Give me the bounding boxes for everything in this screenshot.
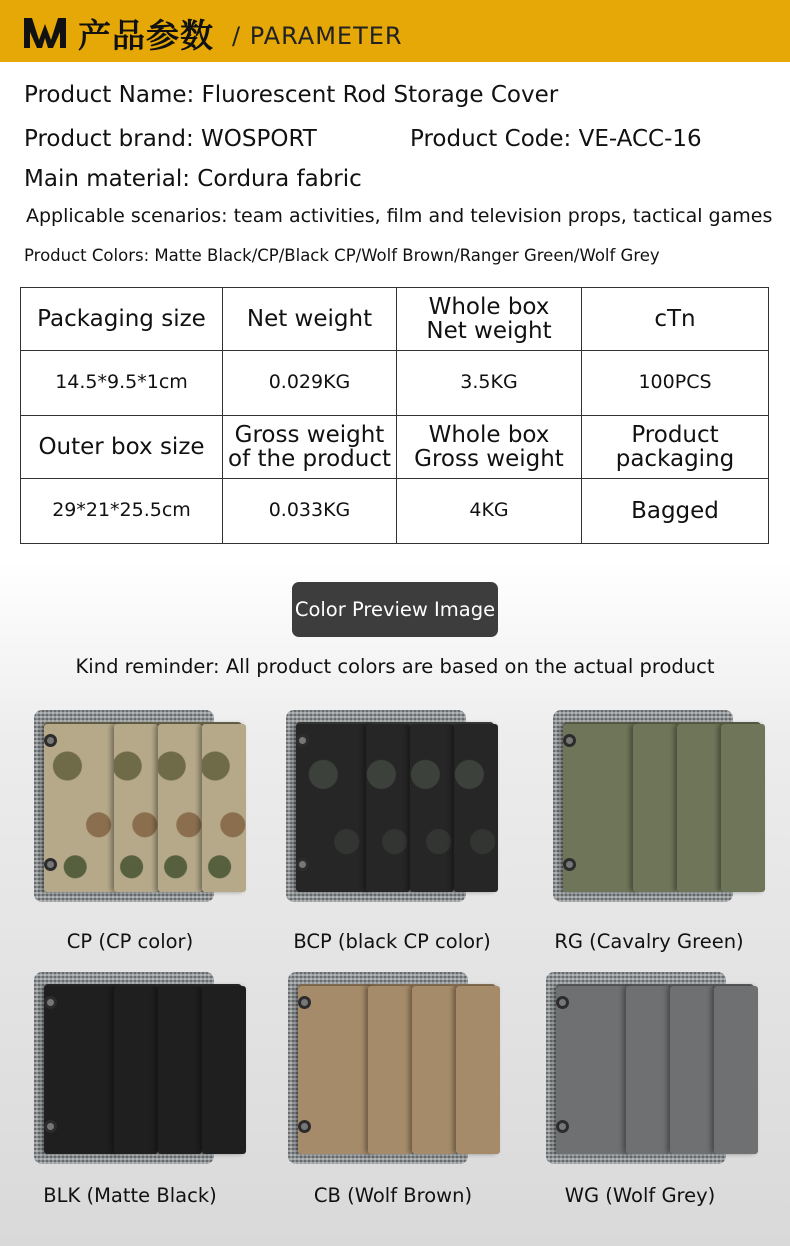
rod-pocket [202,724,246,892]
rod-pocket [677,724,721,892]
table-row [21,479,769,544]
swatch-caption: WG (Wolf Grey) [564,1184,716,1207]
table-cell: Whole box Net weight [397,288,582,351]
rod-pocket [410,724,454,892]
swatch-caption: BCP (black CP color) [293,930,491,953]
rod-pocket [202,986,246,1154]
rod-pocket [158,986,202,1154]
grommet-icon [563,858,576,871]
color-swatch-image [34,710,248,902]
product-scenarios: Applicable scenarios: team activities, film and television props, tactical games [26,205,773,227]
rod-pocket [454,724,498,892]
rod-pocket [366,724,410,892]
grommet-icon [298,996,311,1009]
table-cell: 0.033KG [223,479,397,544]
product-material: Main material: Cordura fabric [24,166,362,192]
product-brand: Product brand: WOSPORT [24,126,317,152]
rod-pocket [670,986,714,1154]
grommet-icon [44,996,57,1009]
color-preview-button: Color Preview Image [292,582,498,637]
table-cell: 3.5KG [397,351,582,416]
grommet-icon [556,1120,569,1133]
header-title-cn: 产品参数 [78,16,214,55]
rod-pocket [714,986,758,1154]
grommet-icon [296,858,309,871]
grommet-icon [556,996,569,1009]
grommet-icon [296,734,309,747]
product-code: Product Code: VE-ACC-16 [410,126,702,152]
grommet-icon [298,1120,311,1133]
parameter-table [20,287,769,544]
color-swatch-image [553,710,767,902]
product-name: Product Name: Fluorescent Rod Storage Cover [24,82,559,108]
swatch-caption: CP (CP color) [66,930,194,953]
rod-pocket [412,986,456,1154]
color-swatch-image [546,972,760,1164]
rod-pocket [721,724,765,892]
grommet-icon [44,858,57,871]
rod-pocket [456,986,500,1154]
rod-pocket [368,986,412,1154]
table-cell: Net weight [223,288,397,351]
color-swatch-image [34,972,248,1164]
table-cell: 0.029KG [223,351,397,416]
table-row [21,351,769,416]
header-title-en: / PARAMETER [232,22,403,50]
rod-pocket [158,724,202,892]
wosport-w-logo-icon [22,14,68,52]
grommet-icon [563,734,576,747]
table-cell: Product packaging [582,416,769,479]
table-cell: Gross weight of the product [223,416,397,479]
color-swatch-image [286,710,500,902]
swatch-caption: CB (Wolf Brown) [313,1184,473,1207]
swatch-caption: BLK (Matte Black) [43,1184,217,1207]
color-reminder: Kind reminder: All product colors are based on the actual product [75,655,715,678]
table-cell: 100PCS [582,351,769,416]
color-swatch-image [288,972,502,1164]
swatch-caption: RG (Cavalry Green) [554,930,744,953]
rod-pocket [114,724,158,892]
table-cell: cTn [582,288,769,351]
rod-pocket [633,724,677,892]
table-cell: Outer box size [21,416,223,479]
table-cell: 4KG [397,479,582,544]
table-row [21,416,769,479]
table-cell: 14.5*9.5*1cm [21,351,223,416]
table-cell: Bagged [582,479,769,544]
product-colors: Product Colors: Matte Black/CP/Black CP/Wolf Brown/Ranger Green/Wolf Grey [24,246,660,265]
table-cell: Whole box Gross weight [397,416,582,479]
rod-pocket [626,986,670,1154]
table-cell: 29*21*25.5cm [21,479,223,544]
table-row [21,288,769,351]
grommet-icon [44,1120,57,1133]
header-banner [0,0,790,62]
table-cell: Packaging size [21,288,223,351]
grommet-icon [44,734,57,747]
rod-pocket [114,986,158,1154]
